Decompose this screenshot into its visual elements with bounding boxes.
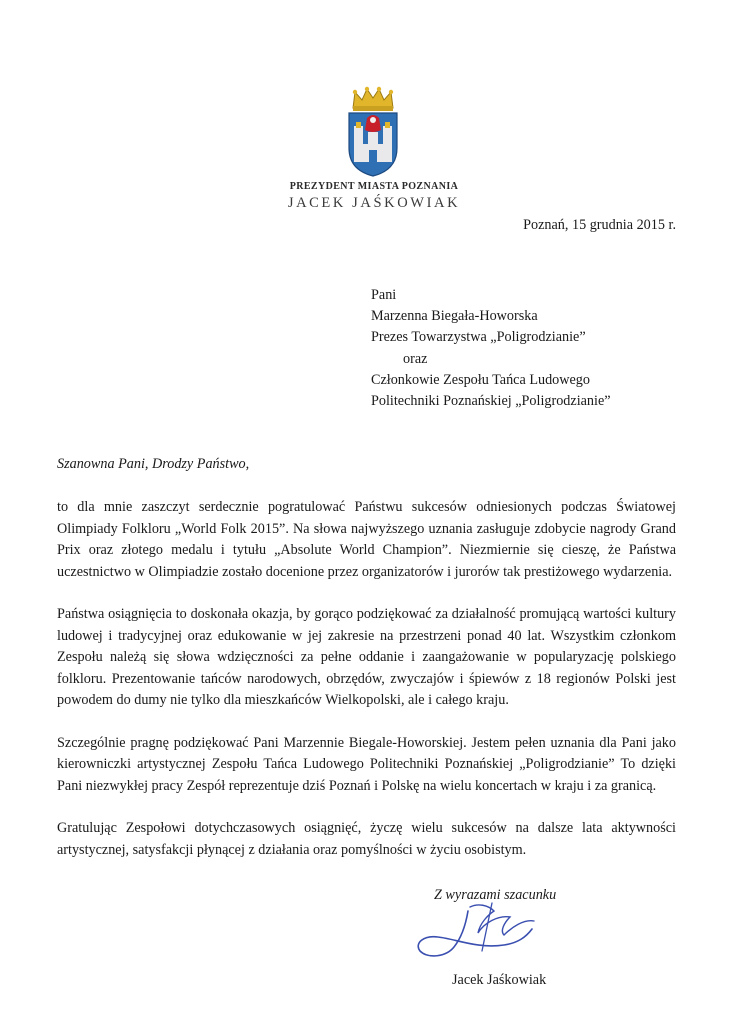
poznan-coat-of-arms-icon xyxy=(345,86,401,178)
letter-body xyxy=(57,497,676,882)
letterhead-name: JACEK JAŚKOWIAK xyxy=(287,195,461,211)
handwritten-signature xyxy=(408,893,573,963)
body-paragraph: Szczególnie pragnę podziękować Pani Marzennie Biegale-Howorskiej. Jestem pełen uznania dla Pani jako kierowniczki artystycznej Zespołu Tańca Ludowego Politechniki Poznańskiej „Poligrodzianie” To dzięki Pani niezwykłej pracy Zespół reprezentuje dziś Poznań i Polskę na wielu koncertach w kraju i za granicą. xyxy=(57,734,676,794)
signer-name: Jacek Jaśkowiak xyxy=(452,972,547,988)
recipient-block xyxy=(371,285,611,412)
recipient-line: Prezes Towarzystwa „Poligrodzianie” xyxy=(371,329,586,346)
recipient-line: Pani xyxy=(371,287,397,303)
recipient-line: Politechniki Poznańskiej „Poligrodzianie” xyxy=(371,393,611,410)
letterhead-office: PREZYDENT MIASTA POZNANIA xyxy=(289,181,459,192)
body-paragraph: to dla mnie zaszczyt serdecznie pogratulować Państwu sukcesów odniesionych podczas Światowej Olimpiady Folkloru „World Folk 2015”. Na słowa najwyższego uznania zasługuje zdobycie nagrody Grand Prix oraz złotego medalu i tytułu „Absolute World Champion”. Niezmiernie się cieszę, że Państwa uczestnictwo w Olimpiadzie zostało docenione przez organizatorów i jurorów tak prestiżowego wydarzenia. xyxy=(57,499,676,580)
salutation: Szanowna Pani, Drodzy Państwo, xyxy=(57,456,250,472)
body-paragraph: Gratulując Zespołowi dotychczasowych osiągnięć, życzę wielu sukcesów na dalsze lata aktywności artystycznej, satysfakcji płynącej z działania oraz pomyślności w życiu osobistym. xyxy=(57,820,676,858)
closing-phrase: Z wyrazami szacunku xyxy=(434,887,557,903)
body-paragraph: Państwa osiągnięcia to doskonała okazja, by gorąco podziękować za działalność promującą wartości kultury ludowej i tradycyjnej oraz edukowanie w jej zakresie na przestrzeni ponad 40 lat. Wszystkim członkom Zespołu należą się słowa wdzięczności za pełne oddanie i zaangażowanie w popularyzację polskiego folkloru. Prezentowanie tańców narodowych, obrzędów, zwyczajów i śpiewów z 18 regionów Polski jest powodem do dumy nie tylko dla mieszkańców Wielkopolski, ale i całego kraju. xyxy=(57,606,676,708)
recipient-line: Marzenna Biegała-Howorska xyxy=(371,308,538,325)
recipient-line: Członkowie Zespołu Tańca Ludowego xyxy=(371,371,590,388)
recipient-line: oraz xyxy=(403,350,428,367)
crown-icon xyxy=(353,87,393,111)
letter-date: Poznań, 15 grudnia 2015 r. xyxy=(523,217,676,233)
